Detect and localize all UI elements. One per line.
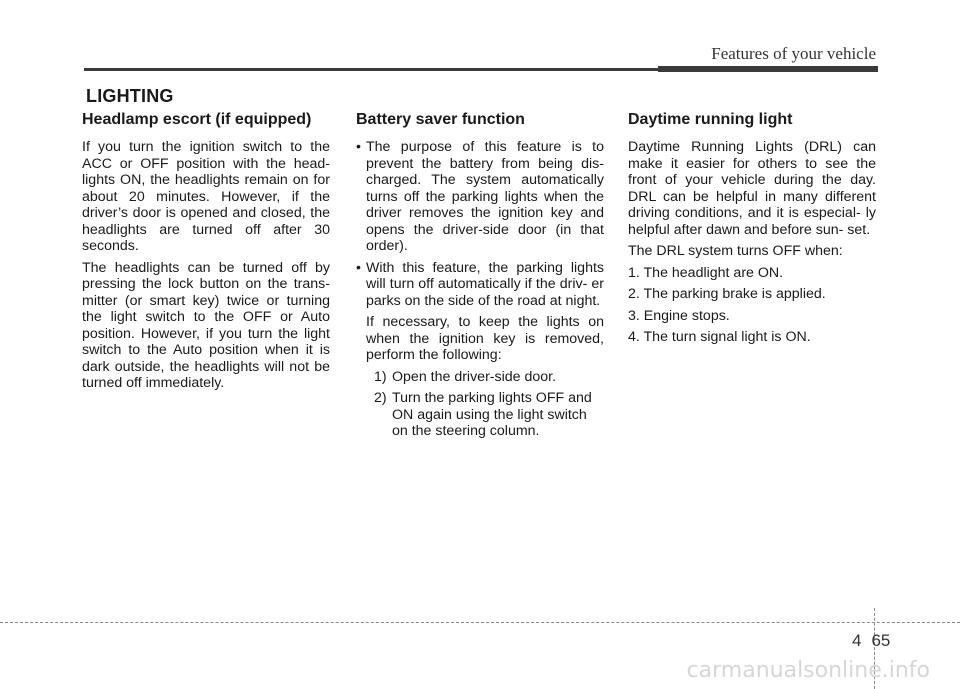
battery-saver-bullet-1 <box>356 139 604 255</box>
step-number: 1) <box>374 368 387 385</box>
column-headlamp-escort <box>82 110 330 397</box>
page-number <box>852 631 890 651</box>
headlamp-escort-paragraph-1: If you turn the ignition switch to the ACC or OFF position with the head- lights ON, the headlights remain on for about 20 minutes. However, if the driver’s door is opened and closed, the headlights are turned off after 30 seconds. <box>82 139 330 254</box>
column-battery-saver <box>356 110 604 445</box>
watermark: carmanualsonline.info <box>686 658 930 683</box>
battery-saver-heading: Battery saver function <box>356 111 525 128</box>
column-daytime-running-light <box>628 110 876 351</box>
chapter-number: 4 <box>852 631 862 650</box>
step-text: Turn the parking lights OFF and ON again using the light switch on the steering column. <box>392 390 592 439</box>
drl-list-item: 4. The turn signal light is ON. <box>628 329 811 345</box>
bullet-mark: • <box>356 139 361 155</box>
page-number-value: 65 <box>871 631 891 650</box>
step-text: Open the driver-side door. <box>392 368 557 385</box>
header-rule-accent <box>658 66 878 72</box>
headlamp-escort-paragraph-2: The headlights can be turned off by pressing the lock button on the trans- mitter (or smart key) twice or turning the light switch to the OFF or Auto position. However, if you turn the light switch to the Auto position when it is dark outside, the headlights will not be turned off immediately. <box>82 259 330 391</box>
battery-saver-step-1 <box>374 369 604 386</box>
battery-saver-instructions: If necessary, to keep the lights on when the ignition key is removed, perform the following: <box>366 314 604 363</box>
drl-heading: Daytime running light <box>628 111 793 128</box>
bullet-text: With this feature, the parking lights will turn off automatically if the driv- er parks on the side of the road at night. <box>366 259 604 309</box>
drl-paragraph-1: Daytime Running Lights (DRL) can make it easier for others to see the front of your vehicle during the day. DRL can be helpful in many different driving conditions, and it is especial- ly helpful after dawn and before sun- set. <box>628 139 876 238</box>
drl-paragraph-2: The DRL system turns OFF when: <box>628 243 843 259</box>
battery-saver-bullet-2 <box>356 260 604 310</box>
footer-rule <box>0 622 960 623</box>
running-header-title: Features of your vehicle <box>711 44 876 63</box>
battery-saver-step-2 <box>374 390 604 440</box>
section-title: LIGHTING <box>86 86 174 106</box>
drl-list-item: 1. The headlight are ON. <box>628 264 784 281</box>
headlamp-escort-heading: Headlamp escort (if equipped) <box>82 111 312 128</box>
drl-list-item: 3. Engine stops. <box>628 307 730 324</box>
drl-list-item: 2. The parking brake is applied. <box>628 286 826 302</box>
step-number: 2) <box>374 390 387 406</box>
bullet-text: The purpose of this feature is to prevent the battery from being dis- charged. The system automatically turns off the parking lights when the driver removes the ignition key and opens the driver-side door (in that order). <box>366 139 604 254</box>
bullet-mark: • <box>356 259 361 276</box>
